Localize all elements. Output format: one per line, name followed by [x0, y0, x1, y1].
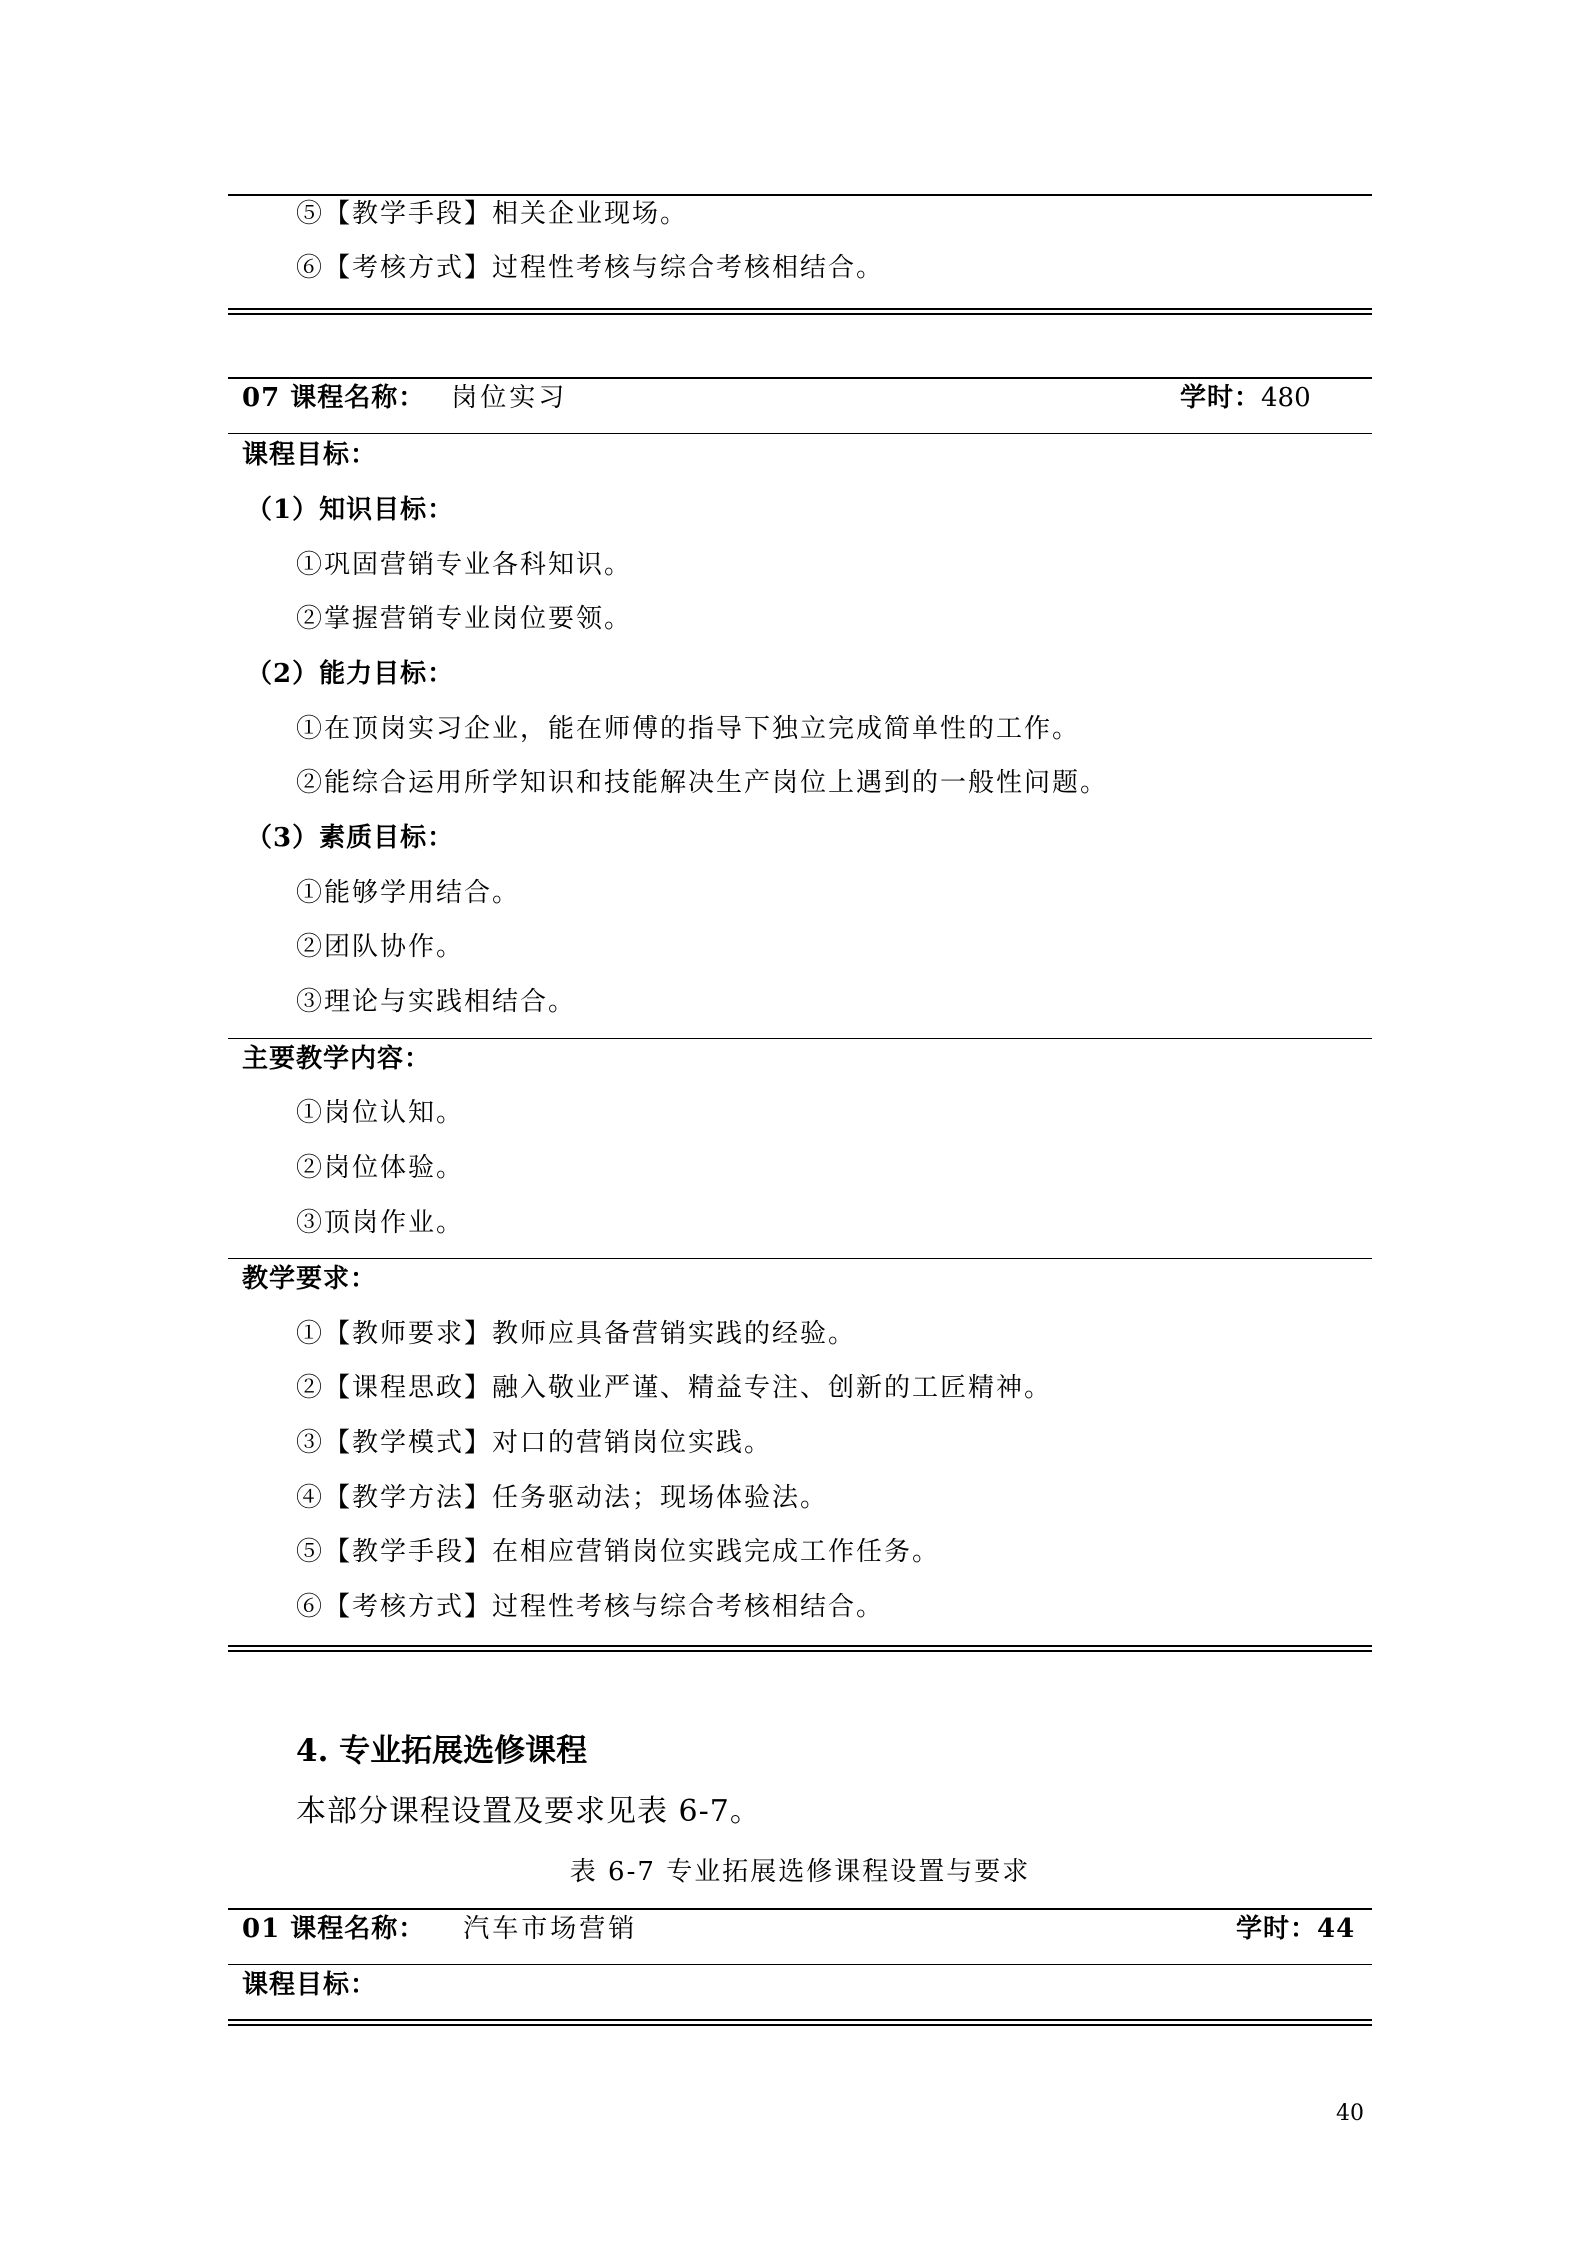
content-label: 主要教学内容：	[242, 1044, 432, 1074]
list-item: ⑥【考核方式】过程性考核与综合考核相结合。	[296, 1592, 885, 1622]
list-item: ⑤【教学手段】相关企业现场。	[296, 199, 689, 229]
table-bottom-rule	[228, 2019, 1372, 2026]
row-rule	[228, 1038, 1372, 1039]
table-top-rule	[228, 1908, 1372, 1910]
course-header	[242, 380, 567, 416]
objectives-label: 课程目标：	[242, 1970, 378, 2000]
course-hours	[1180, 380, 1311, 416]
list-item: ②能综合运用所学知识和技能解决生产岗位上遇到的一般性问题。	[296, 768, 1109, 798]
list-item: ①【教师要求】教师应具备营销实践的经验。	[296, 1319, 857, 1349]
list-item: ③【教学模式】对口的营销岗位实践。	[296, 1428, 773, 1458]
row-rule	[228, 1964, 1372, 1965]
hours-value: 44	[1317, 1914, 1356, 1944]
list-item: ④【教学方法】任务驱动法；现场体验法。	[296, 1483, 829, 1513]
list-item: ⑤【教学手段】在相应营销岗位实践完成工作任务。	[296, 1537, 941, 1567]
list-item: ②【课程思政】融入敬业严谨、精益专注、创新的工匠精神。	[296, 1373, 1053, 1403]
course-header	[242, 1911, 637, 1947]
list-item: ③顶岗作业。	[296, 1208, 465, 1238]
list-item: ②岗位体验。	[296, 1153, 465, 1183]
list-item: ③理论与实践相结合。	[296, 987, 577, 1017]
course-name-label: 07 课程名称：	[242, 383, 426, 413]
list-item: ②团队协作。	[296, 932, 465, 962]
table-caption: 表 6-7 专业拓展选修课程设置与要求	[569, 1857, 1031, 1887]
course-hours	[1236, 1911, 1355, 1947]
hours-label: 学时：	[1180, 383, 1262, 413]
course-name-label: 01 课程名称：	[242, 1914, 426, 1944]
section-paragraph: 本部分课程设置及要求见表 6-7。	[296, 1794, 761, 1829]
row-rule	[228, 433, 1372, 434]
course-name: 汽车市场营销	[463, 1914, 638, 1944]
objectives-label: 课程目标：	[242, 440, 378, 470]
list-item: ①巩固营销专业各科知识。	[296, 550, 633, 580]
list-item: ①岗位认知。	[296, 1098, 465, 1128]
hours-value: 480	[1261, 383, 1311, 413]
page-number: 40	[1336, 2101, 1364, 2126]
table-bottom-rule	[228, 308, 1372, 315]
ability-label: （2）能力目标：	[246, 659, 455, 689]
list-item: ①能够学用结合。	[296, 878, 521, 908]
row-rule	[228, 1258, 1372, 1259]
list-item: ②掌握营销专业岗位要领。	[296, 604, 633, 634]
list-item: ⑥【考核方式】过程性考核与综合考核相结合。	[296, 253, 885, 283]
knowledge-label: （1）知识目标：	[246, 495, 455, 525]
list-item: ①在顶岗实习企业，能在师傅的指导下独立完成简单性的工作。	[296, 714, 1081, 744]
section-heading: 4. 专业拓展选修课程	[296, 1733, 588, 1769]
table-top-rule	[228, 377, 1372, 379]
table-bottom-rule	[228, 1645, 1372, 1652]
hours-label: 学时：	[1236, 1914, 1318, 1944]
course-name: 岗位实习	[451, 383, 568, 413]
quality-label: （3）素质目标：	[246, 823, 455, 853]
requirements-label: 教学要求：	[242, 1264, 378, 1294]
